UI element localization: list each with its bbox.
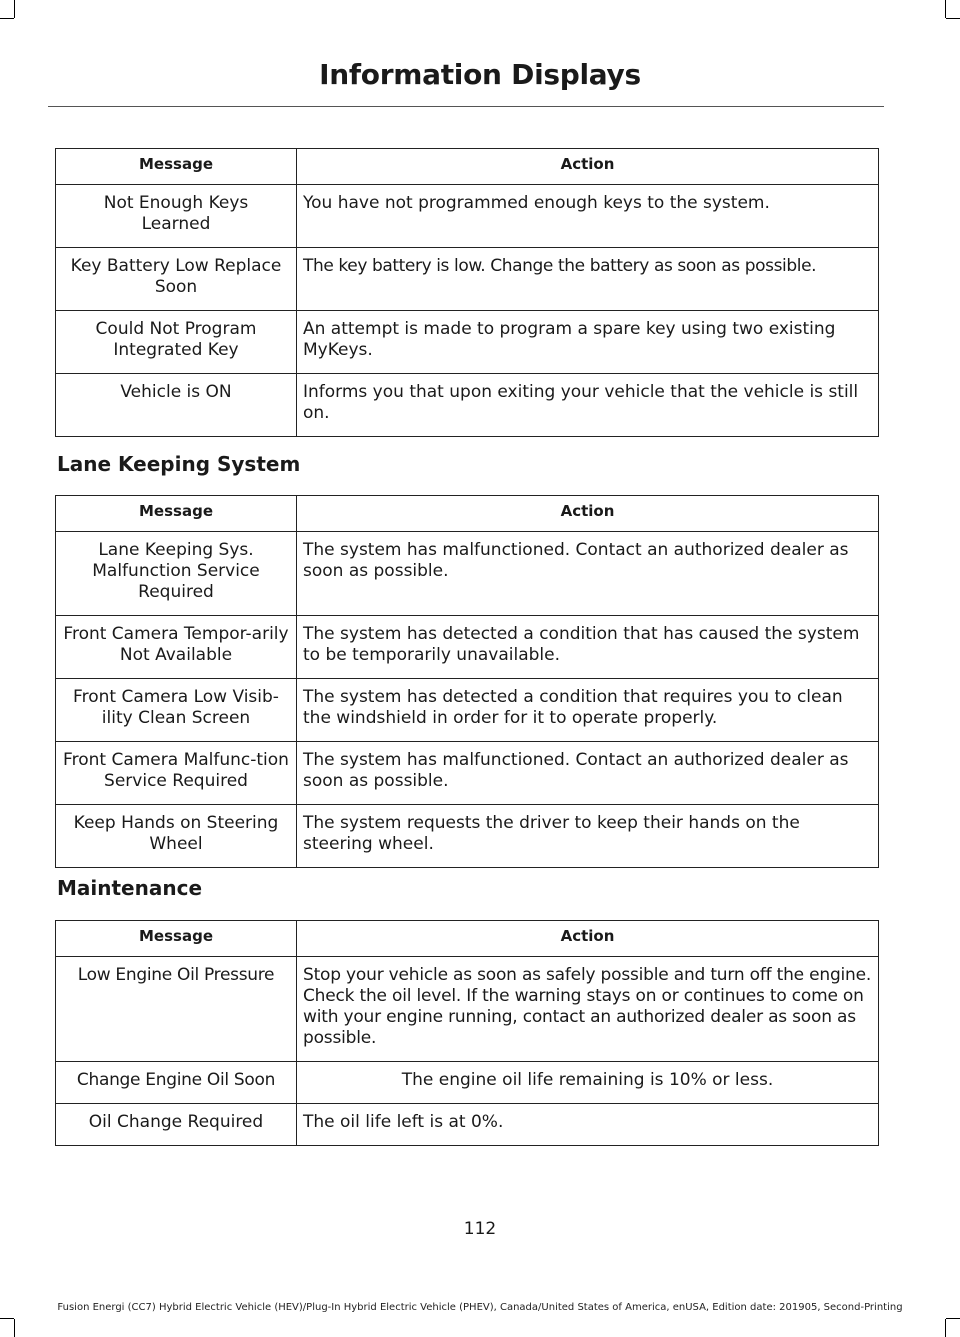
action-cell: An attempt is made to program a spare key using two existing MyKeys. [297, 311, 879, 374]
table-row [56, 1062, 879, 1104]
header-divider [48, 106, 884, 107]
crop-mark [0, 18, 14, 19]
action-cell: The key battery is low. Change the battery as soon as possible. [297, 248, 879, 311]
section-heading-maintenance: Maintenance [57, 876, 203, 900]
table-row [56, 374, 879, 437]
message-cell: Oil Change Required [56, 1104, 297, 1146]
action-cell: Informs you that upon exiting your vehicle that the vehicle is still on. [297, 374, 879, 437]
crop-mark [945, 0, 946, 18]
action-cell: The system has malfunctioned. Contact an authorized dealer as soon as possible. [297, 532, 879, 616]
crop-mark [0, 1318, 14, 1319]
message-cell: Not Enough Keys Learned [56, 185, 297, 248]
message-table-keys [55, 148, 879, 437]
crop-mark [945, 1319, 946, 1337]
column-header-message: Message [56, 496, 297, 532]
message-cell: Low Engine Oil Pressure [56, 957, 297, 1062]
message-cell: Lane Keeping Sys. Malfunction Service Required [56, 532, 297, 616]
page-number: 112 [463, 1219, 497, 1239]
section-heading-lane-keeping: Lane Keeping System [57, 452, 301, 476]
table-row [56, 248, 879, 311]
action-cell: The oil life left is at 0%. [297, 1104, 879, 1146]
table-row [56, 679, 879, 742]
message-cell: Vehicle is ON [56, 374, 297, 437]
crop-mark [946, 18, 960, 19]
message-cell: Keep Hands on Steering Wheel [56, 805, 297, 868]
action-cell: Stop your vehicle as soon as safely possible and turn off the engine. Check the oil level. If the warning stays on or continues to come on with your engine running, contact an authorized dealer as soon as possible. [297, 957, 879, 1062]
column-header-action: Action [297, 149, 879, 185]
column-header-action: Action [297, 921, 879, 957]
table-row [56, 957, 879, 1062]
message-table-lane-keeping [55, 495, 879, 868]
message-cell: Key Battery Low Replace Soon [56, 248, 297, 311]
action-cell: You have not programmed enough keys to the system. [297, 185, 879, 248]
table-row [56, 805, 879, 868]
table-header-row [56, 496, 879, 532]
message-cell: Front Camera Malfunc-tion Service Required [56, 742, 297, 805]
crop-mark [14, 0, 15, 18]
crop-mark [14, 1319, 15, 1337]
table-row [56, 742, 879, 805]
message-cell: Change Engine Oil Soon [56, 1062, 297, 1104]
table-header-row [56, 921, 879, 957]
table-row [56, 532, 879, 616]
page-title: Information Displays [319, 58, 641, 91]
message-cell: Front Camera Tempor-arily Not Available [56, 616, 297, 679]
column-header-message: Message [56, 921, 297, 957]
action-cell: The system has detected a condition that requires you to clean the windshield in order for it to operate properly. [297, 679, 879, 742]
message-cell: Front Camera Low Visib-ility Clean Screen [56, 679, 297, 742]
action-cell: The engine oil life remaining is 10% or less. [297, 1062, 879, 1104]
table-row [56, 311, 879, 374]
message-cell: Could Not Program Integrated Key [56, 311, 297, 374]
table-row [56, 1104, 879, 1146]
column-header-message: Message [56, 149, 297, 185]
message-table-maintenance [55, 920, 879, 1146]
action-cell: The system has malfunctioned. Contact an authorized dealer as soon as possible. [297, 742, 879, 805]
footer-edition-info: Fusion Energi (CC7) Hybrid Electric Vehicle (HEV)/Plug-In Hybrid Electric Vehicle (PHEV), Canada/United States of America, enUSA, Edition date: 201905, Second-Printing [57, 1302, 903, 1313]
action-cell: The system has detected a condition that has caused the system to be temporarily unavailable. [297, 616, 879, 679]
crop-mark [946, 1318, 960, 1319]
table-header-row [56, 149, 879, 185]
table-row [56, 185, 879, 248]
action-cell: The system requests the driver to keep their hands on the steering wheel. [297, 805, 879, 868]
column-header-action: Action [297, 496, 879, 532]
table-row [56, 616, 879, 679]
